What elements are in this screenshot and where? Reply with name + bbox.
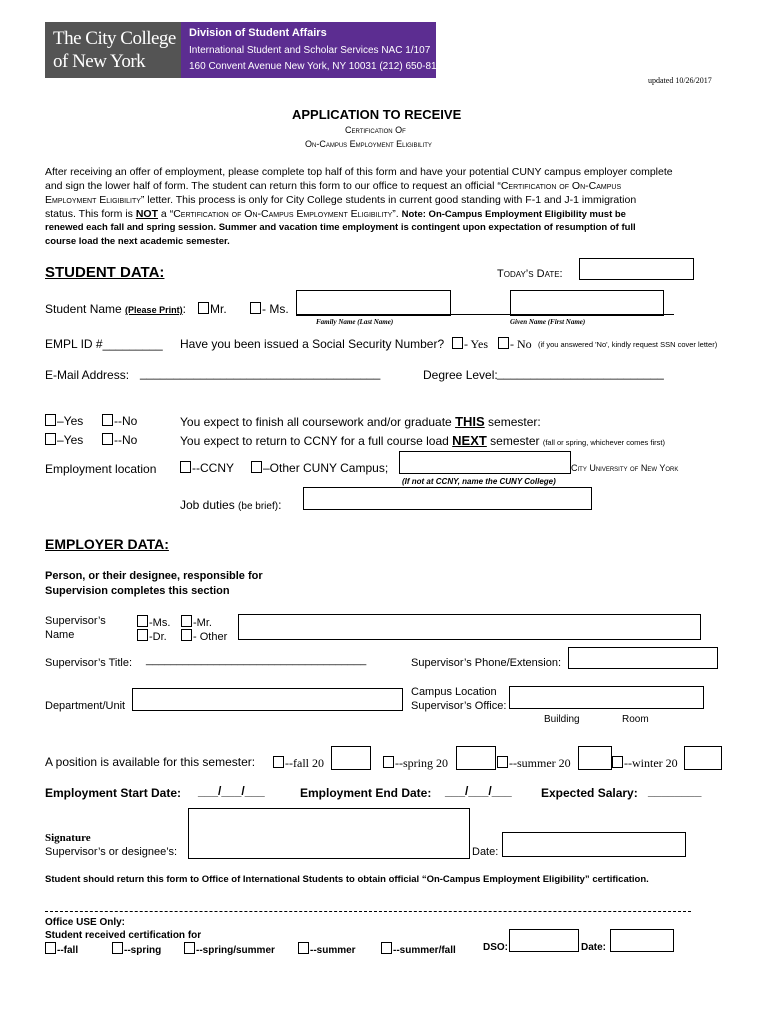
supervisor-office-label: Supervisor’s Office: — [411, 700, 507, 712]
salary-field[interactable]: ________ — [648, 784, 702, 798]
office-use-divider — [45, 911, 691, 912]
cuny-label: City University of New York — [571, 463, 679, 473]
office-summer-fall-option[interactable]: --summer/fall — [381, 942, 456, 956]
sup-ms-option[interactable]: -Ms. — [137, 615, 170, 629]
other-cuny-checkbox[interactable] — [251, 461, 262, 473]
sup-mr-option[interactable]: -Mr. — [181, 615, 212, 629]
spring-checkbox[interactable] — [383, 756, 394, 768]
other-cuny-field[interactable] — [399, 451, 571, 474]
supervisor-name-field[interactable] — [238, 614, 701, 640]
ccny-option[interactable]: --CCNY — [180, 461, 234, 475]
signature-date-label: Date: — [472, 846, 499, 858]
signature-sublabel: Supervisor’s or designee’s: — [45, 846, 178, 858]
end-date-field[interactable]: ___/___/___ — [445, 784, 512, 798]
office-spring-summer-checkbox[interactable] — [184, 942, 195, 954]
sup-other-checkbox[interactable] — [181, 629, 192, 641]
ccny-logo — [45, 22, 181, 78]
return-yes-option[interactable]: –Yes — [45, 433, 83, 447]
office-summer-checkbox[interactable] — [298, 942, 309, 954]
given-name-caption: Given Name (First Name) — [510, 318, 586, 326]
ssn-yes-option[interactable]: - Yes — [452, 337, 488, 352]
ssn-question: Have you been issued a Social Security Number? — [180, 337, 445, 351]
signature-field[interactable] — [188, 808, 470, 859]
office-summer-fall-checkbox[interactable] — [381, 942, 392, 954]
office-underline — [509, 708, 704, 709]
room-caption: Room — [622, 714, 649, 725]
start-date-label: Employment Start Date: — [45, 786, 182, 800]
logo-line2: of New York — [53, 51, 146, 72]
intro-line-4: status. This form is NOT a “Certification of On-Campus Employment Eligibility”. Note: On-Campus Employment Eligibility must be — [45, 208, 626, 220]
return-no-option[interactable]: --No — [102, 433, 137, 447]
employer-data-heading: EMPLOYER DATA: — [45, 536, 169, 552]
signature-underline — [188, 858, 470, 859]
building-caption: Building — [544, 714, 580, 725]
summer-year-field[interactable] — [578, 746, 612, 770]
updated-date: updated 10/26/2017 — [648, 76, 712, 85]
name-underline — [296, 314, 674, 315]
todays-date-field[interactable] — [579, 258, 694, 280]
ms-checkbox[interactable] — [250, 302, 261, 314]
employer-instruction-1: Person, or their designee, responsible for — [45, 570, 263, 582]
received-label: Student received certification for — [45, 930, 202, 941]
office-fall-checkbox[interactable] — [45, 942, 56, 954]
form-subtitle-1: Certification Of — [345, 125, 406, 135]
ssn-note: (if you answered 'No', kindly request SSN cover letter) — [538, 340, 718, 349]
office-date-underline — [610, 951, 674, 952]
ssn-no-option[interactable]: - No — [498, 337, 532, 352]
finish-question: You expect to finish all coursework and/or graduate THIS semester: — [180, 414, 541, 429]
empl-id-label: EMPL ID #_________ — [45, 337, 163, 351]
empl-id-field[interactable]: _________ — [102, 337, 163, 351]
ssn-yes-checkbox[interactable] — [452, 337, 463, 349]
dso-field[interactable] — [509, 929, 579, 952]
employer-instruction-2: Supervision completes this section — [45, 585, 230, 597]
start-date-field[interactable]: ___/___/___ — [198, 784, 265, 798]
family-name-caption: Family Name (Last Name) — [316, 318, 394, 326]
winter-option[interactable]: --winter 20 — [612, 756, 678, 771]
signature-date-underline — [502, 856, 686, 857]
email-label: E-Mail Address: — [45, 368, 130, 382]
spring-year-field[interactable] — [456, 746, 496, 770]
return-question: You expect to return to CCNY for a full course load NEXT semester (fall or spring, whichever comes first) — [180, 433, 665, 448]
cuny-note: (If not at CCNY, name the CUNY College) — [402, 477, 556, 486]
student-data-heading: STUDENT DATA: — [45, 264, 165, 281]
supervisor-name-label-1: Supervisor’s — [45, 615, 106, 627]
intro-line-5: renewed each fall and spring session. Summer and vacation time employment is contingent upon expectation of resumption of full — [45, 222, 636, 233]
student-name-label: Student Name (Please Print): — [45, 302, 186, 316]
degree-field[interactable]: _________________________ — [497, 366, 664, 380]
position-label: A position is available for this semester: — [45, 755, 256, 769]
fall-year-field[interactable] — [331, 746, 371, 770]
finish-no-option[interactable]: --No — [102, 414, 137, 428]
form-subtitle-2: On-Campus Employment Eligibility — [305, 139, 432, 149]
return-no-checkbox[interactable] — [102, 433, 113, 445]
todays-date-label: Today’s Date: — [497, 268, 563, 280]
office-spring-checkbox[interactable] — [112, 942, 123, 954]
given-name-field[interactable] — [510, 290, 664, 316]
office-use-label: Office USE Only: — [45, 917, 126, 928]
office-spring-summer-option[interactable]: --spring/summer — [184, 942, 275, 956]
family-name-field[interactable] — [296, 290, 451, 316]
email-field[interactable]: ____________________________________ — [140, 366, 381, 380]
sup-mr-checkbox[interactable] — [181, 615, 192, 627]
office-date-field[interactable] — [610, 929, 674, 952]
department-field[interactable] — [132, 688, 403, 711]
department-underline — [132, 710, 403, 711]
job-duties-field[interactable] — [303, 487, 592, 510]
mr-checkbox[interactable] — [198, 302, 209, 314]
intro-line-1: After receiving an offer of employment, please complete top half of this form and have your potential CUNY campus employer complete — [45, 166, 673, 178]
other-cuny-option[interactable]: –Other CUNY Campus; — [251, 461, 388, 475]
office-spring-option[interactable]: --spring — [112, 942, 161, 956]
dso-underline — [509, 951, 579, 952]
signature-label: Signature — [45, 832, 91, 844]
office-address: 160 Convent Avenue New York, NY 10031 (212) 650-8106 — [189, 61, 448, 72]
intro-line-6: course load the next academic semester. — [45, 236, 230, 247]
supervisor-name-label-2: Name — [45, 629, 75, 641]
intro-line-2: and sign the lower half of form. The student can return this form to our office to request an official “Certification of On-Campus — [45, 180, 622, 192]
ms-option[interactable]: - Ms. — [250, 302, 289, 316]
job-duties-underline — [303, 509, 592, 510]
form-title: APPLICATION TO RECEIVE — [292, 107, 462, 122]
sup-other-option[interactable]: - Other — [181, 629, 227, 643]
supervisor-title-field[interactable]: ____________________________________ — [146, 654, 367, 666]
dso-label: DSO: — [483, 942, 508, 953]
sup-ms-checkbox[interactable] — [137, 615, 148, 627]
other-cuny-underline — [399, 473, 571, 474]
signature-date-field[interactable] — [502, 832, 686, 857]
employment-location-label: Employment location — [45, 462, 157, 476]
job-duties-label: Job duties (be brief): — [180, 498, 282, 512]
logo-line1: The City College — [53, 28, 176, 49]
division-banner — [181, 22, 448, 78]
winter-checkbox[interactable] — [612, 756, 623, 768]
finish-yes-checkbox[interactable] — [45, 414, 56, 426]
end-date-label: Employment End Date: — [300, 786, 432, 800]
ssn-no-checkbox[interactable] — [498, 337, 509, 349]
office-summer-option[interactable]: --summer — [298, 942, 356, 956]
salary-label: Expected Salary: — [541, 786, 638, 800]
fall-option[interactable]: --fall 20 — [273, 756, 324, 771]
division-title: Division of Student Affairs — [189, 27, 327, 39]
mr-option[interactable]: Mr. — [198, 302, 227, 316]
campus-location-label: Campus Location — [411, 686, 497, 698]
return-yes-checkbox[interactable] — [45, 433, 56, 445]
office-date-label: Date: — [581, 942, 607, 953]
summer-option[interactable]: --summer 20 — [497, 756, 571, 771]
supervisor-phone-field[interactable] — [568, 647, 718, 669]
fall-checkbox[interactable] — [273, 756, 284, 768]
finish-no-checkbox[interactable] — [102, 414, 113, 426]
office-name: International Student and Scholar Services NAC 1/107 — [189, 45, 431, 56]
office-fall-option[interactable]: --fall — [45, 942, 78, 956]
office-field[interactable] — [509, 686, 704, 709]
return-instruction: Student should return this form to Office of International Students to obtain official “On-Campus Employment Eligibility” certification. — [45, 874, 649, 885]
degree-label: Degree Level: — [423, 368, 498, 382]
sup-dr-checkbox[interactable] — [137, 629, 148, 641]
department-label: Department/Unit — [45, 700, 126, 712]
intro-line-3: Employment Eligibility” letter. This process is only for City College students in current good standing with F-1 and J-1 immigration — [45, 194, 637, 206]
ccny-checkbox[interactable] — [180, 461, 191, 473]
summer-checkbox[interactable] — [497, 756, 508, 768]
supervisor-title-label: Supervisor’s Title: — [45, 657, 133, 669]
winter-year-field[interactable] — [684, 746, 722, 770]
finish-yes-option[interactable]: –Yes — [45, 414, 83, 428]
sup-dr-option[interactable]: -Dr. — [137, 629, 167, 643]
spring-option[interactable]: --spring 20 — [383, 756, 448, 771]
supervisor-phone-label: Supervisor’s Phone/Extension: — [411, 657, 562, 669]
